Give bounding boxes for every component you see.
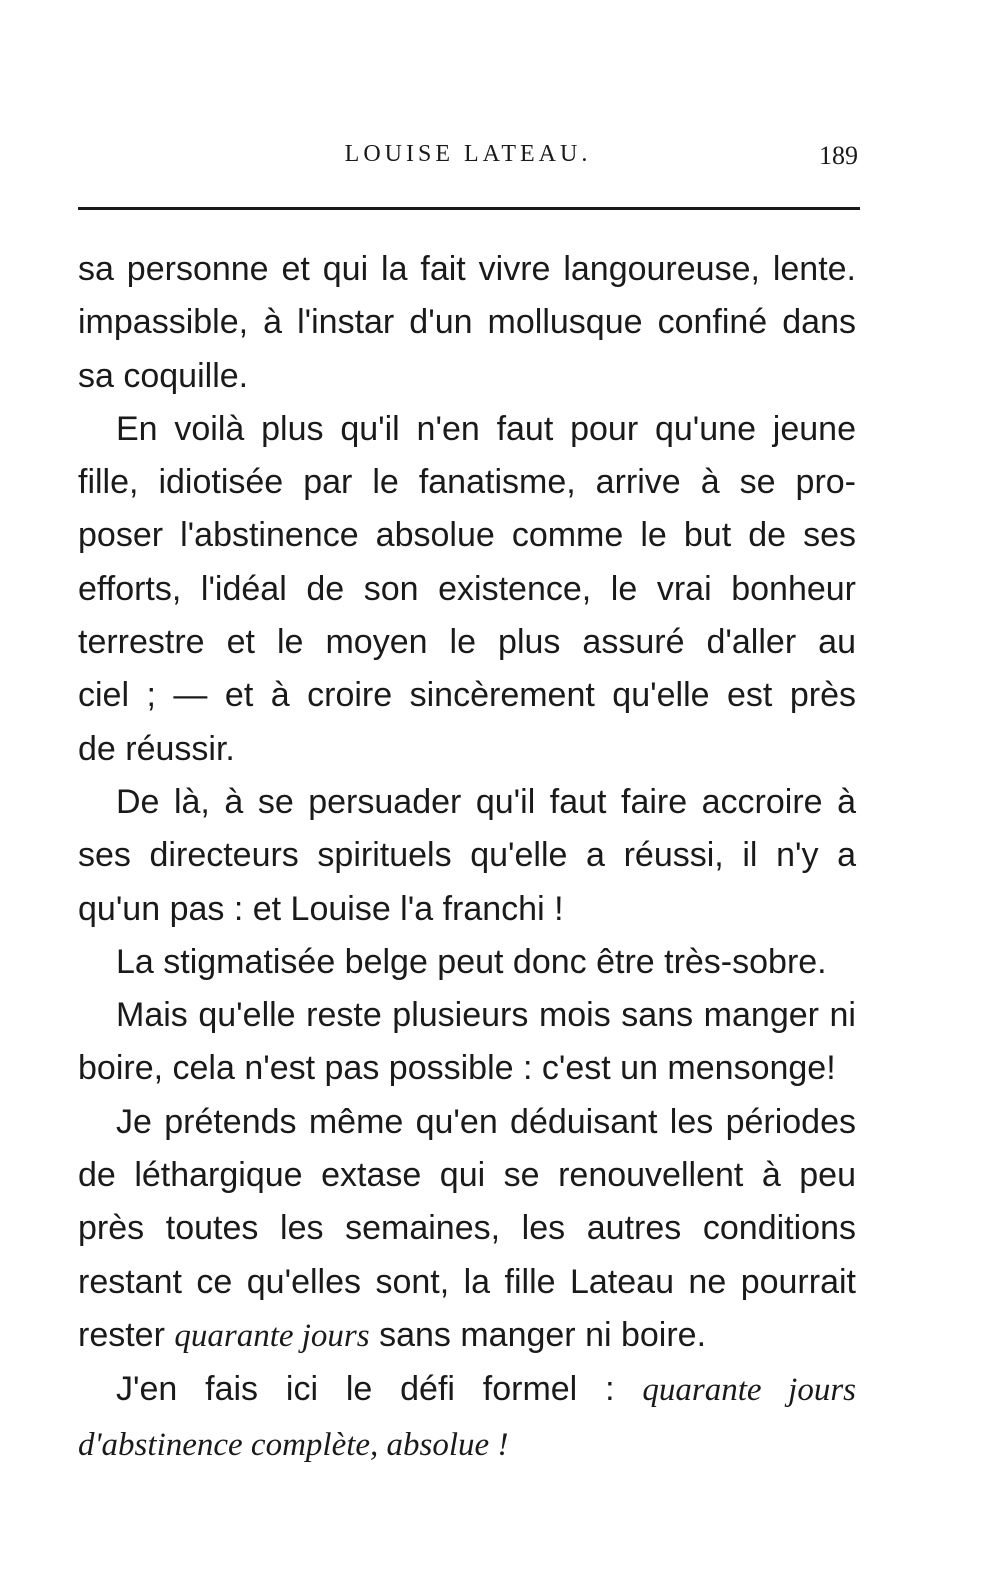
page-number: 189 [819,141,858,170]
text-line: terrestre et le moyen le plus assuré d'aller au [78,623,856,662]
text-line: De là, à se persuader qu'il faut faire accroire à [116,782,856,821]
running-head [78,141,858,181]
italic-text: quarante jours [642,1372,857,1409]
text-line: fille, idiotisée par le fanatisme, arrive à se pro- [78,463,856,502]
text-line: sa coquille. [78,356,249,395]
text-run: rester [78,1315,175,1354]
text-line [78,1309,856,1363]
text-line [78,1418,856,1472]
text-line: ciel ; — et à croire sincèrement qu'elle est près [78,676,856,715]
text-line: près toutes les semaines, les autres conditions [78,1209,856,1248]
text-line: ses directeurs spirituels qu'elle a réussi, il n'y a [78,836,856,875]
text-line: Je prétends même qu'en déduisant les périodes [116,1102,856,1141]
text-line [78,1363,856,1417]
text-line: qu'un pas : et Louise l'a franchi ! [78,889,564,928]
text-line: En voilà plus qu'il n'en faut pour qu'une jeune [116,409,856,448]
text-line: boire, cela n'est pas possible : c'est un mensonge! [78,1049,836,1088]
text-line: poser l'abstinence absolue comme le but de ses [78,516,856,555]
body-text [78,243,856,1472]
running-title: LOUISE LATEAU. [344,141,592,167]
text-line: efforts, l'idéal de son existence, le vrai bonheur [78,569,856,608]
italic-text: quarante jours [174,1317,370,1354]
text-run: sans manger ni boire. [369,1315,707,1354]
header-rule [78,207,860,210]
text-line: de léthargique extase qui se renouvellent à peu [78,1156,856,1195]
text-line: Mais qu'elle reste plusieurs mois sans manger ni [116,996,856,1035]
text-line: de réussir. [78,729,235,768]
italic-text: d'abstinence complète, absolue ! [78,1426,509,1463]
text-line: restant ce qu'elles sont, la fille Lateau ne pourrait [78,1262,856,1301]
text-line: impassible, à l'instar d'un mollusque confiné dans [78,303,856,342]
text-run: J'en fais ici le défi formel : [116,1370,643,1409]
text-line: La stigmatisée belge peut donc être très-sobre. [116,942,827,981]
text-line: sa personne et qui la fait vivre langoureuse, lente. [78,250,856,288]
